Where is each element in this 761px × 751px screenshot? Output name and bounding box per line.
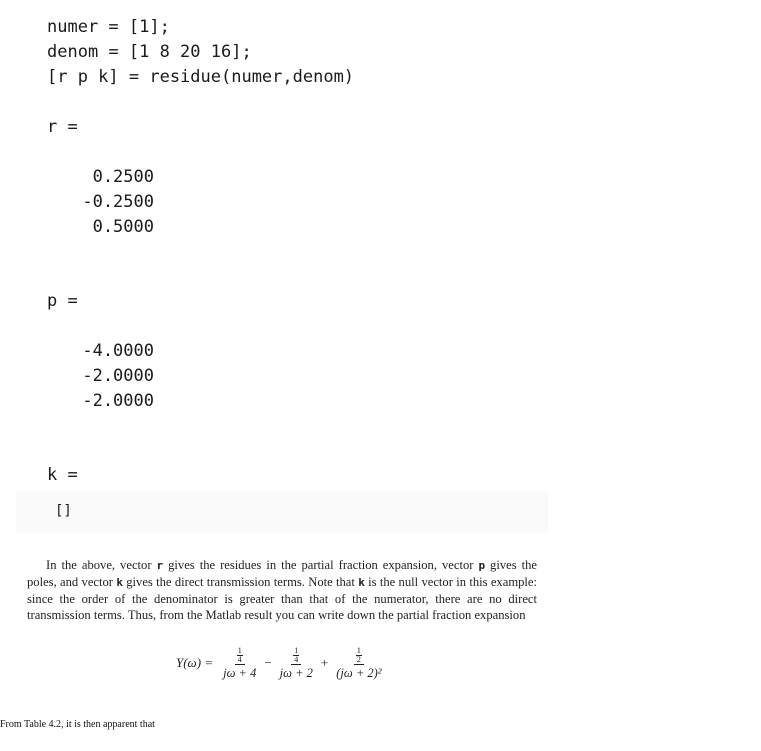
- var-r: r: [156, 559, 164, 572]
- code-line-denom: denom = [1 8 20 16];: [47, 42, 252, 62]
- equation-term: [277, 645, 316, 681]
- var-k: k: [358, 576, 365, 589]
- term-num-bottom: 4: [294, 655, 299, 664]
- code-line-residue: [r p k] = residue(numer,denom): [47, 67, 355, 87]
- para-text: is the null vector in this example: since the order of the denominator is greater than that of the numerator, there are no direct transmission terms. Thus, from the Matlab result you can write down the partial fraction expansion: [27, 575, 537, 622]
- term-denominator: jω + 2: [279, 666, 313, 680]
- r-value: 0.2500: [92, 167, 154, 187]
- p-value: -2.0000: [82, 391, 154, 411]
- p-value: -4.0000: [82, 341, 154, 361]
- equation-operator: −: [264, 655, 272, 670]
- term-denominator: (jω + 2)²: [336, 666, 382, 680]
- term-num-bottom: 4: [237, 655, 242, 664]
- term-num-top: 1: [294, 646, 299, 655]
- footer-text: From Table 4.2, it is then apparent that: [0, 719, 155, 730]
- term-num-top: 1: [356, 646, 361, 655]
- equation-term: [333, 645, 384, 681]
- var-k: k: [116, 576, 123, 589]
- para-text: In the above, vector: [46, 558, 157, 572]
- r-value: 0.5000: [92, 217, 154, 237]
- equation-term: [220, 645, 259, 681]
- partial-fraction-equation: [176, 645, 388, 681]
- term-num-bottom: 2: [356, 655, 361, 664]
- para-text: gives the poles, and vector: [27, 558, 538, 589]
- r-value: -0.2500: [82, 192, 154, 212]
- k-output-block: [16, 491, 548, 533]
- explanation-paragraph: [27, 557, 537, 623]
- para-text: gives the direct transmission terms. Note that: [122, 575, 359, 589]
- k-value: []: [55, 503, 72, 519]
- term-denominator: jω + 4: [223, 666, 257, 680]
- output-label-k: k =: [47, 465, 78, 485]
- para-text: gives the residues in the partial fraction expansion, vector: [163, 558, 479, 572]
- equation-lhs: Y(ω) =: [176, 655, 214, 670]
- equation-operator: +: [320, 655, 329, 670]
- var-p: p: [478, 559, 486, 572]
- output-label-p: p =: [47, 291, 78, 311]
- output-label-r: r =: [47, 117, 78, 137]
- p-value: -2.0000: [82, 366, 154, 386]
- term-num-top: 1: [237, 646, 242, 655]
- code-line-numer: numer = [1];: [47, 17, 170, 37]
